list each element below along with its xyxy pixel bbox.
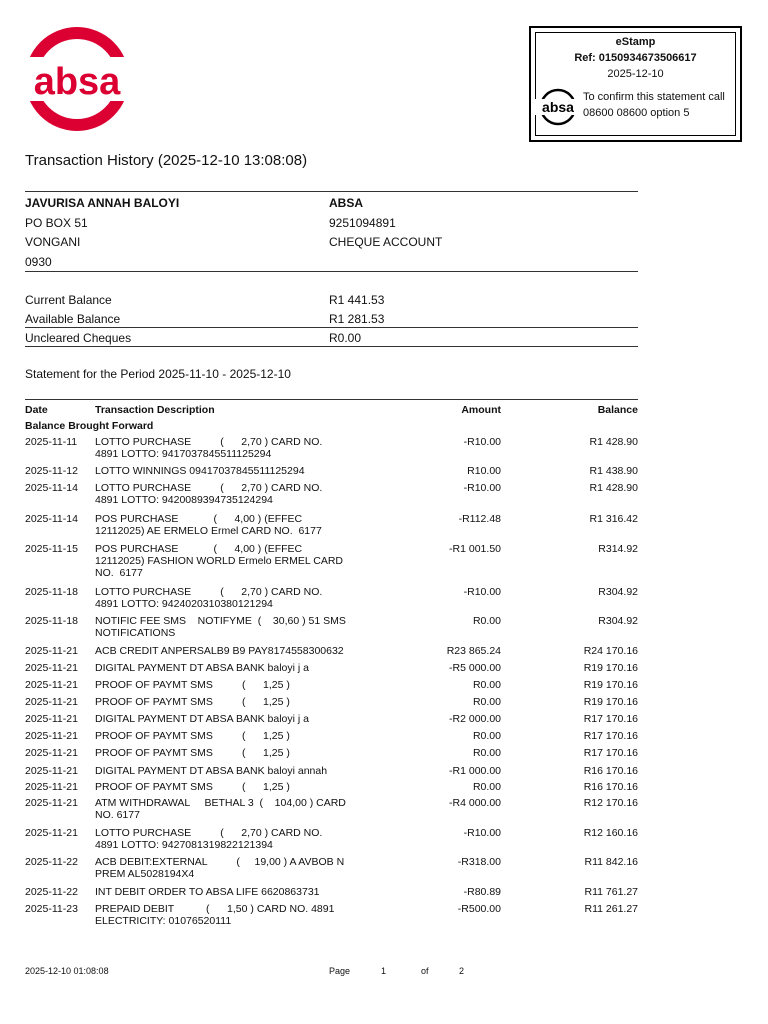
row-date: 2025-11-21 [25,645,78,657]
page-title: Transaction History (2025-12-10 13:08:08) [25,152,308,169]
footer-page-label: Page [329,966,351,976]
row-balance: R19 170.16 [583,696,638,708]
balance-brought-forward-label: Balance Brought Forward [25,420,154,432]
estamp-confirm-line1: To confirm this statement call [583,91,725,103]
row-amount: -R318.00 [457,856,501,868]
row-date: 2025-11-23 [25,903,78,915]
row-balance: R11 842.16 [584,856,638,868]
row-amount: -R1 001.50 [449,543,501,555]
divider [25,346,638,347]
account-number: 9251094891 [329,216,396,230]
row-date: 2025-11-21 [25,797,78,809]
row-description: DIGITAL PAYMENT DT ABSA BANK baloyi j a [95,662,309,674]
row-balance: R19 170.16 [583,679,638,691]
account-holder-address2: VONGANI [25,235,81,249]
row-balance: R304.92 [598,615,638,627]
row-amount: -R112.48 [458,513,501,525]
row-description: PROOF OF PAYMT SMS ( 1,25 ) [95,696,290,708]
available-balance-label: Available Balance [25,312,121,326]
row-description: PREPAID DEBIT ( 1,50 ) CARD NO. 4891 ELECTRICITY: 01076520111 [95,903,335,927]
row-description: PROOF OF PAYMT SMS ( 1,25 ) [95,747,290,759]
row-description: PROOF OF PAYMT SMS ( 1,25 ) [95,781,290,793]
divider [25,327,638,328]
footer-total-pages: 2 [459,966,465,976]
row-description: LOTTO WINNINGS 09417037845511125294 [95,465,305,477]
row-date: 2025-11-22 [25,856,78,868]
row-description: DIGITAL PAYMENT DT ABSA BANK baloyi j a [95,713,309,725]
estamp-absa-logo [535,88,581,126]
row-date: 2025-11-12 [25,465,78,477]
row-balance: R12 160.16 [583,827,638,839]
row-amount: -R1 000.00 [449,765,501,777]
column-header-balance: Balance [597,404,638,416]
row-amount: R0.00 [472,679,501,691]
row-date: 2025-11-21 [25,827,78,839]
row-amount: -R5 000.00 [449,662,501,674]
row-date: 2025-11-21 [25,765,78,777]
row-date: 2025-11-18 [25,586,78,598]
account-type: CHEQUE ACCOUNT [329,235,443,249]
column-header-date: Date [25,404,48,416]
row-balance: R16 170.16 [583,781,638,793]
row-date: 2025-11-15 [25,543,78,555]
row-balance: R1 438.90 [589,465,638,477]
row-balance: R17 170.16 [583,730,638,742]
row-balance: R12 170.16 [583,797,638,809]
account-holder-name: JAVURISA ANNAH BALOYI [25,196,180,210]
absa-logo [22,24,132,134]
row-amount: -R80.89 [463,886,501,898]
row-balance: R304.92 [598,586,638,598]
row-amount: -R10.00 [463,586,501,598]
row-date: 2025-11-14 [25,482,78,494]
row-balance: R17 170.16 [583,747,638,759]
row-amount: -R10.00 [463,827,501,839]
row-description: LOTTO PURCHASE ( 2,70 ) CARD NO. 4891 LOTTO: 9420089394735124294 [95,482,323,506]
row-description: DIGITAL PAYMENT DT ABSA BANK baloyi annah [95,765,328,777]
row-amount: -R4 000.00 [449,797,501,809]
current-balance-label: Current Balance [25,293,112,307]
account-holder-postcode: 0930 [25,255,52,269]
estamp-confirm-text [583,89,725,121]
row-balance: R19 170.16 [583,662,638,674]
row-date: 2025-11-22 [25,886,78,898]
row-description: POS PURCHASE ( 4,00 ) (EFFEC 12112025) AE ERMELO Ermel CARD NO. 6177 [95,513,322,537]
row-description: POS PURCHASE ( 4,00 ) (EFFEC 12112025) FASHION WORLD Ermelo ERMEL CARD NO. 6177 [95,543,343,579]
divider [25,399,638,400]
row-amount: -R10.00 [463,482,501,494]
row-balance: R17 170.16 [583,713,638,725]
absa-logo-text: absa [33,61,121,103]
row-balance: R16 170.16 [583,765,638,777]
row-amount: R0.00 [472,747,501,759]
column-header-amount: Amount [461,404,501,416]
row-balance: R24 170.16 [583,645,638,657]
bank-name: ABSA [329,196,364,210]
row-amount: R0.00 [472,781,501,793]
footer-timestamp: 2025-12-10 01:08:08 [25,966,109,976]
estamp-title: eStamp [615,36,656,48]
available-balance-value: R1 281.53 [329,312,385,326]
row-amount: R0.00 [472,730,501,742]
column-header-description: Transaction Description [95,404,215,416]
row-date: 2025-11-21 [25,747,78,759]
row-date: 2025-11-21 [25,713,78,725]
account-holder-address1: PO BOX 51 [25,216,88,230]
current-balance-value: R1 441.53 [329,293,385,307]
footer-of-label: of [421,966,429,976]
row-balance: R11 761.27 [584,886,638,898]
estamp-logo-text: absa [542,99,574,115]
row-date: 2025-11-21 [25,696,78,708]
row-date: 2025-11-21 [25,679,78,691]
estamp-box [529,26,742,142]
estamp-reference: Ref: 0150934673506617 [574,52,697,64]
statement-period: Statement for the Period 2025-11-10 - 2025-12-10 [25,367,291,381]
row-balance: R1 428.90 [589,436,638,448]
row-amount: -R10.00 [463,436,501,448]
row-date: 2025-11-14 [25,513,78,525]
row-date: 2025-11-21 [25,781,78,793]
row-date: 2025-11-21 [25,730,78,742]
estamp-confirm-line2: 08600 08600 option 5 [583,107,690,119]
row-amount: -R2 000.00 [449,713,501,725]
row-date: 2025-11-21 [25,662,78,674]
row-date: 2025-11-11 [25,436,78,448]
row-amount: R10.00 [467,465,501,477]
row-description: ATM WITHDRAWAL BETHAL 3 ( 104,00 ) CARD NO. 6177 [95,797,346,821]
divider [25,191,638,192]
row-description: ACB CREDIT ANPERSALB9 B9 PAY8174558300632 [95,645,344,657]
row-description: LOTTO PURCHASE ( 2,70 ) CARD NO. 4891 LOTTO: 9424020310380121294 [95,586,323,610]
row-balance: R1 316.42 [589,513,638,525]
estamp-date: 2025-12-10 [607,68,664,80]
row-description: LOTTO PURCHASE ( 2,70 ) CARD NO. 4891 LOTTO: 9417037845511125294 [95,436,323,460]
row-amount: R0.00 [472,615,501,627]
uncleared-cheques-label: Uncleared Cheques [25,331,132,345]
row-description: ACB DEBIT:EXTERNAL ( 19,00 ) A AVBOB N PREM AL5028194X4 [95,856,345,880]
row-amount: R23 865.24 [446,645,501,657]
row-description: PROOF OF PAYMT SMS ( 1,25 ) [95,730,290,742]
row-amount: -R500.00 [457,903,501,915]
footer-page-number: 1 [381,966,387,976]
row-description: PROOF OF PAYMT SMS ( 1,25 ) [95,679,290,691]
row-date: 2025-11-18 [25,615,78,627]
row-description: LOTTO PURCHASE ( 2,70 ) CARD NO. 4891 LOTTO: 9427081319822121394 [95,827,323,851]
uncleared-cheques-value: R0.00 [329,331,362,345]
row-description: NOTIFIC FEE SMS NOTIFYME ( 30,60 ) 51 SMS NOTIFICATIONS [95,615,346,639]
row-balance: R1 428.90 [589,482,638,494]
row-balance: R11 261.27 [584,903,638,915]
row-amount: R0.00 [472,696,501,708]
divider [25,271,638,272]
row-description: INT DEBIT ORDER TO ABSA LIFE 6620863731 [95,886,320,898]
row-balance: R314.92 [598,543,638,555]
